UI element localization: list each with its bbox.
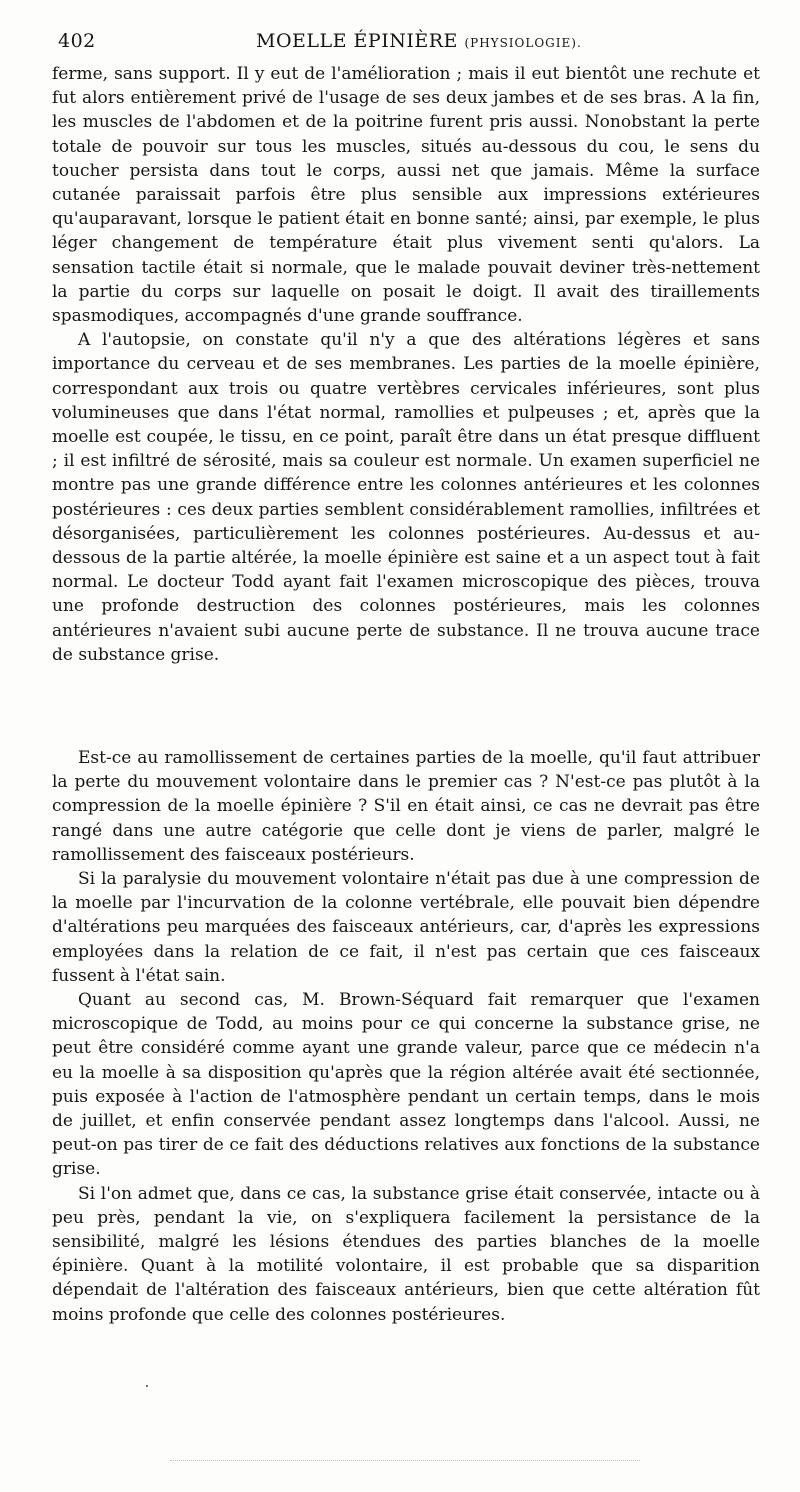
print-speck: [146, 1385, 148, 1387]
running-title: [256, 30, 582, 52]
paragraph-4: Si la paralysie du mouvement volontaire n'était pas due à une compression de la moelle par l'incurvation de la colonne vertébrale, elle pouvait bien dépendre d'altérations peu marquées des faisceaux antérieurs, car, d'après les expressions employées dans la relation de ce fait, il n'est pas certain que ces faisceaux fussent à l'état sain.: [52, 869, 760, 986]
paragraph-2: A l'autopsie, on constate qu'il n'y a que des altérations légères et sans importance du cerveau et de ses membranes. Les parties de la moelle épinière, correspondant aux trois ou quatre vertèbres cervicales inférieures, sont plus volumineuses que dans l'état normal, ramollies et pulpeuses ; et, après que la moelle est coupée, le tissu, en ce point, paraît être dans un état presque diffluent ; il est infiltré de sérosité, mais sa couleur est normale. Un examen superficiel ne montre pas une grande différence entre les colonnes antérieures et les colonnes postérieures : ces deux parties semblent considérablement ramollies, infiltrées et désorganisées, particulièrement les colonnes postérieures. Au-dessus et au-dessous de la partie altérée, la moelle épinière est saine et a un aspect tout à fait normal. Le docteur Todd ayant fait l'examen microscopique des pièces, trouva une profonde destruction des colonnes postérieures, mais les colonnes antérieures n'avaient subi aucune perte de substance. Il ne trouva aucune trace de substance grise.: [52, 330, 760, 665]
page-number: 402: [58, 30, 96, 52]
running-head: [58, 30, 756, 60]
paragraph-3: Est-ce au ramollissement de certaines parties de la moelle, qu'il faut attribuer la perte du mouvement volontaire dans le premier cas ? N'est-ce pas plutôt à la compression de la moelle épinière ? S'il en était ainsi, ce cas ne devrait pas être rangé dans une autre catégorie que celle dont je viens de parler, malgré le ramollissement des faisceaux postérieurs.: [52, 748, 760, 865]
paragraph-5: Quant au second cas, M. Brown-Séquard fait remarquer que l'examen microscopique de Todd, au moins pour ce qui concerne la substance grise, ne peut être considéré comme ayant une grande valeur, parce que ce médecin n'a eu la moelle à sa disposition qu'après que la région altérée avait été sectionnée, puis exposée à l'action de l'atmosphère pendant un certain temps, dans le mois de juillet, et enfin conservée pendant assez longtemps dans l'alcool. Aussi, ne peut-on pas tirer de ce fait des déductions relatives aux fonctions de la substance grise.: [52, 990, 760, 1180]
paragraph-6: Si l'on admet que, dans ce cas, la substance grise était conservée, intacte ou à peu près, pendant la vie, on s'expliquera facilement la persistance de la sensibilité, malgré les lésions étendues des parties blanches de la moelle épinière. Quant à la motilité volontaire, il est probable que sa disparition dépendait de l'altération des faisceaux antérieurs, bien que cette altération fût moins profonde que celle des colonnes postérieures.: [52, 1183, 760, 1325]
running-title-main: MOELLE ÉPINIÈRE: [256, 30, 458, 52]
text-section-case-report: [52, 62, 760, 667]
text-section-discussion: [52, 746, 760, 1327]
paragraph-1: ferme, sans support. Il y eut de l'amélioration ; mais il eut bientôt une rechute et fut alors entièrement privé de l'usage de ses deux jambes et de ses bras. A la fin, les muscles de l'abdomen et de la poitrine furent pris aussi. Nonobstant la perte totale de pouvoir sur tous les muscles, situés au-dessous du cou, le sens du toucher persista dans tout le corps, aussi net que jamais. Même la surface cutanée paraissait parfois être plus sensible aux impressions extérieures qu'auparavant, lorsque le patient était en bonne santé; ainsi, par exemple, le plus léger changement de température était plus vivement senti qu'alors. La sensation tactile était si normale, que le malade pouvait deviner très-nettement la partie du corps sur laquelle on posait le doigt. Il avait des tiraillements spasmodiques, accompagnés d'une grande souffrance.: [52, 64, 760, 327]
running-title-subtitle: (PHYSIOLOGIE).: [464, 36, 582, 50]
bottom-bleed-through-line: [170, 1460, 640, 1461]
